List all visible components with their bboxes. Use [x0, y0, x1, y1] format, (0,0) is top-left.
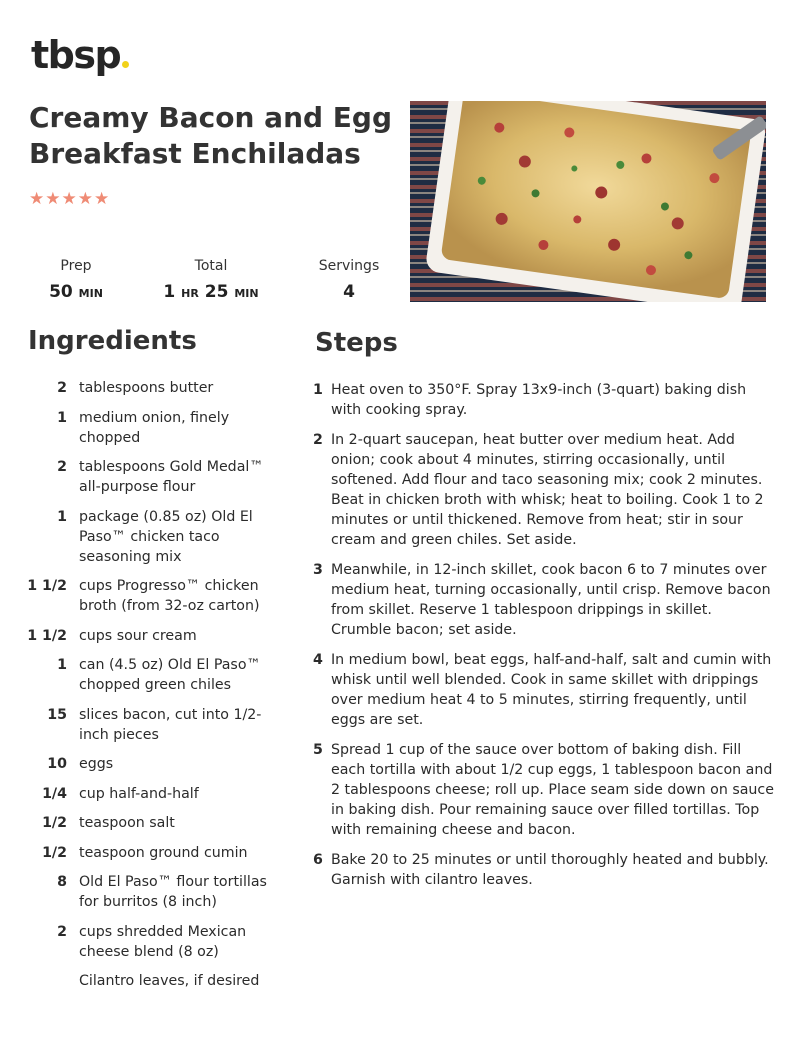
ingredient-text: eggs — [79, 756, 114, 772]
prep-label: Prep — [60, 258, 92, 274]
brand-logo[interactable] — [31, 33, 129, 77]
ingredient-qty: 8 — [57, 874, 67, 890]
ingredient-item — [0, 408, 300, 448]
ingredient-item — [0, 872, 300, 912]
step-text: Meanwhile, in 12-inch skillet, cook bacon 6 to 7 minutes over medium heat, turning occasionally, until crisp. Remove bacon from skillet. Reserve 1 tablespoon drippings in skillet. Crumble bacon; set aside. — [331, 562, 771, 638]
step-text: In 2-quart saucepan, heat butter over medium heat. Add onion; cook about 4 minutes, stirring occasionally, until softened. Add flour and taco seasoning mix; cook 2 minutes. Beat in chicken broth with whisk; heat to boiling. Cook 1 to 2 minutes or until thickened. Remove from heat; stir in sour cream and green chiles. Set aside. — [331, 432, 764, 548]
ingredient-text: cup half-and-half — [79, 785, 199, 802]
logo-dot — [122, 61, 129, 68]
ingredient-text: teaspoon ground cumin — [79, 844, 248, 861]
ingredient-text: package (0.85 oz) Old El Paso™ chicken taco seasoning mix — [79, 508, 253, 565]
total-hours: 1 — [163, 282, 176, 302]
ingredient-qty: 1/2 — [42, 844, 67, 861]
prep-value: 50 — [49, 282, 73, 302]
step-number: 2 — [313, 432, 323, 448]
ingredient-text: cups sour cream — [79, 627, 197, 644]
ingredient-item — [0, 507, 300, 567]
ingredient-item — [0, 576, 300, 616]
total-hours-unit: HR — [181, 287, 199, 300]
step-text: Spread 1 cup of the sauce over bottom of baking dish. Fill each tortilla with about 1/2 cup eggs, 1 tablespoon bacon and 2 tablespoons cheese; roll up. Place seam side down on sauce in baking dish. Pour remaining sauce over filled tortillas. Top with remaining cheese and bacon. — [331, 742, 774, 838]
ingredient-qty: 1 — [57, 409, 67, 426]
servings-label: Servings — [318, 258, 380, 274]
ingredient-text: Old El Paso™ flour tortillas for burritos (8 inch) — [79, 874, 267, 910]
step-number: 1 — [313, 382, 323, 398]
step-number: 5 — [313, 742, 323, 758]
prep-unit: MIN — [78, 287, 103, 300]
ingredient-item — [0, 971, 300, 991]
step-item — [313, 560, 775, 640]
ingredient-qty: 2 — [57, 380, 67, 396]
ingredient-item — [0, 626, 300, 646]
step-number: 3 — [313, 562, 323, 578]
prep-time — [45, 258, 107, 302]
total-minutes-unit: MIN — [234, 287, 259, 300]
ingredient-text: Cilantro leaves, if desired — [79, 973, 260, 989]
ingredients-heading: Ingredients — [28, 326, 197, 356]
step-item — [313, 650, 775, 730]
ingredient-qty: 1 1/2 — [27, 578, 67, 594]
ingredient-qty: 15 — [47, 706, 67, 723]
brand-logo-text: tbsp — [31, 33, 121, 77]
ingredient-text: tablespoons Gold Medal™ all-purpose flour — [79, 459, 264, 495]
ingredient-text: cups shredded Mexican cheese blend (8 oz) — [79, 923, 247, 960]
ingredient-item — [0, 922, 300, 962]
ingredient-text: cups Progresso™ chicken broth (from 32-oz carton) — [79, 578, 260, 614]
step-item — [313, 430, 775, 550]
steps-list — [313, 380, 775, 900]
ingredient-text: teaspoon salt — [79, 815, 175, 831]
ingredient-qty: 2 — [57, 923, 67, 940]
ingredient-item — [0, 655, 300, 695]
ingredient-text: medium onion, finely chopped — [79, 409, 230, 446]
servings-value: 4 — [343, 282, 355, 302]
ingredient-item — [0, 784, 300, 804]
recipe-photo-image — [410, 101, 766, 302]
total-time — [160, 258, 262, 302]
ingredient-item — [0, 754, 300, 774]
step-text: Heat oven to 350°F. Spray 13x9-inch (3-quart) baking dish with cooking spray. — [331, 382, 747, 418]
total-minutes: 25 — [204, 282, 229, 302]
ingredient-item — [0, 378, 300, 398]
ingredient-qty: 1/4 — [42, 785, 67, 802]
step-number: 4 — [313, 652, 323, 668]
step-item — [313, 850, 775, 890]
recipe-title: Creamy Bacon and Egg Breakfast Enchiladas — [29, 101, 393, 170]
ingredients-list — [0, 378, 300, 1001]
ingredient-text: tablespoons butter — [79, 380, 214, 396]
steps-heading: Steps — [315, 328, 398, 358]
servings — [313, 258, 385, 302]
ingredient-text: slices bacon, cut into 1/2-inch pieces — [79, 706, 262, 743]
step-text: In medium bowl, beat eggs, half-and-half, salt and cumin with whisk until well blended. Cook in same skillet with drippings over medium heat 4 to 5 minutes, stirring frequently, until eggs are set. — [331, 652, 772, 728]
ingredient-qty: 1/2 — [42, 815, 67, 831]
ingredient-qty: 1 1/2 — [27, 627, 67, 644]
ingredient-qty: 1 — [57, 657, 67, 673]
recipe-photo — [410, 101, 766, 302]
ingredient-item — [0, 457, 300, 497]
ingredient-qty: 1 — [57, 508, 67, 525]
step-item — [313, 380, 775, 420]
step-number: 6 — [313, 852, 323, 868]
step-text: Bake 20 to 25 minutes or until thoroughly heated and bubbly. Garnish with cilantro leaves. — [331, 852, 769, 888]
ingredient-item — [0, 813, 300, 833]
ingredient-qty: 2 — [57, 459, 67, 475]
ingredient-item — [0, 843, 300, 863]
ingredient-text: can (4.5 oz) Old El Paso™ chopped green chiles — [79, 657, 261, 693]
total-label: Total — [194, 258, 228, 274]
ingredient-item — [0, 705, 300, 745]
step-item — [313, 740, 775, 840]
ingredient-qty: 10 — [47, 756, 67, 772]
rating-stars[interactable]: ★★★★★ — [29, 189, 111, 209]
